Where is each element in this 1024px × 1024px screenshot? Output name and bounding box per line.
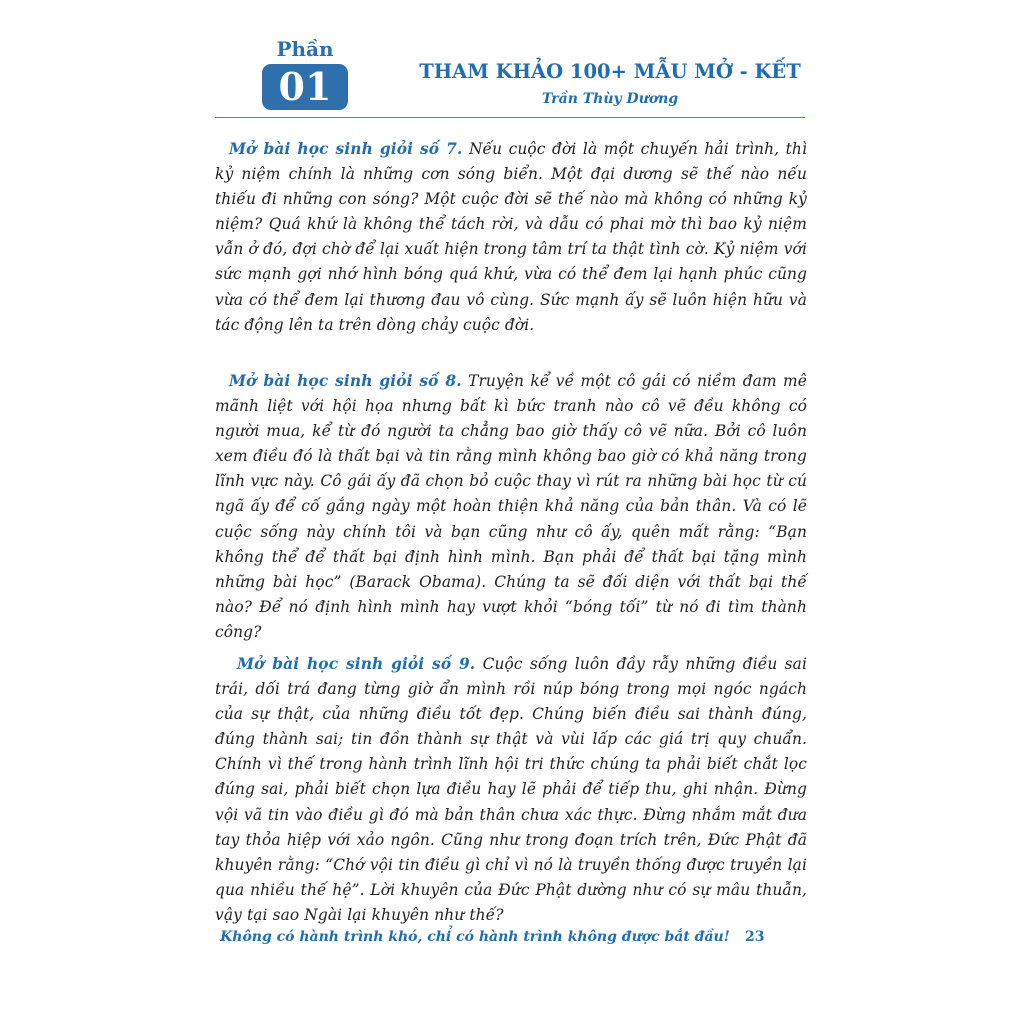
- paragraph-lead: Mở bài học sinh giỏi số 7.: [229, 140, 463, 158]
- paragraph-body: Truyện kể về một cô gái có niềm đam mê mãnh liệt với hội họa nhưng bất kì bức tranh nào cô vẽ đều không có người mua, kể từ đó người ta chẳng bao giờ thấy cô vẽ nữa. Bởi cô luôn xem điều đó là thất bại và tin rằng mình không bao giờ có khả năng trong lĩnh vực này. Cô gái ấy đã chọn bỏ cuộc thay vì rút ra những bài học từ cú ngã ấy để cố gắng ngày một hoàn thiện khả năng của bản thân. Và có lẽ cuộc sống này chính tôi và bạn cũng như cô ấy, quên mất rằng: “Bạn không thể để thất bại định hình mình. Bạn phải để thất bại tặng mình những bài học” (Barack Obama). Chúng ta sẽ đối diện với thất bại thế nào? Để nó định hình mình hay vượt khỏi “bóng tối” từ nó đi tìm thành công?: [215, 372, 807, 641]
- part-number-badge: [262, 64, 348, 110]
- part-number: 01: [278, 64, 332, 109]
- author-name: Trần Thùy Dương: [541, 91, 679, 107]
- paragraph-7: [215, 137, 807, 338]
- part-label: Phần: [276, 37, 334, 61]
- paragraph-9: [215, 652, 807, 928]
- page-title: THAM KHẢO 100+ MẪU MỞ - KẾT: [419, 60, 801, 83]
- paragraph-8: [215, 369, 807, 645]
- header-divider: [215, 117, 805, 118]
- footer-quote: Không có hành trình khó, chỉ có hành trình không được bắt đầu!: [220, 929, 730, 945]
- page-number: 23: [745, 929, 765, 945]
- paragraph-body: Nếu cuộc đời là một chuyến hải trình, thì kỷ niệm chính là những cơn sóng biển. Một đại dương sẽ thế nào nếu thiếu đi những con sóng? Một cuộc đời sẽ thế nào mà không có những kỷ niệm? Quá khứ là không thể tách rời, và dẫu có phai mờ thì bao kỷ niệm vẫn ở đó, đợi chờ để lại xuất hiện trong tâm trí ta thật tình cờ. Kỷ niệm với sức mạnh gợi nhớ hình bóng quá khứ, vừa có thể đem lại hạnh phúc cũng vừa có thể đem lại thương đau vô cùng. Sức mạnh ấy sẽ luôn hiện hữu và tác động lên ta trên dòng chảy cuộc đời.: [215, 140, 807, 334]
- paragraph-lead: Mở bài học sinh giỏi số 9.: [237, 655, 476, 673]
- paragraph-body: Cuộc sống luôn đầy rẫy những điều sai trái, dối trá đang từng giờ ẩn mình rồi núp bóng trong mọi ngóc ngách của sự thật, của những điều tốt đẹp. Chúng biến điều sai thành đúng, đúng thành sai; tin đồn thành sự thật và vùi lấp các giá trị quy chuẩn. Chính vì thế trong hành trình lĩnh hội tri thức chúng ta phải biết chắt lọc đúng sai, phải biết chọn lựa điều hay lẽ phải để tiếp thu, ghi nhận. Đừng vội vã tin vào điều gì đó mà bản thân chưa xác thực. Đừng nhắm mắt đưa tay thỏa hiệp với xảo ngôn. Cũng như trong đoạn trích trên, Đức Phật đã khuyên rằng: “Chớ vội tin điều gì chỉ vì nó là truyền thống được truyền lại qua nhiều thế hệ”. Lời khuyên của Đức Phật dường như có sự mâu thuẫn, vậy tại sao Ngài lại khuyên như thế?: [215, 655, 808, 924]
- paragraph-lead: Mở bài học sinh giỏi số 8.: [229, 372, 462, 390]
